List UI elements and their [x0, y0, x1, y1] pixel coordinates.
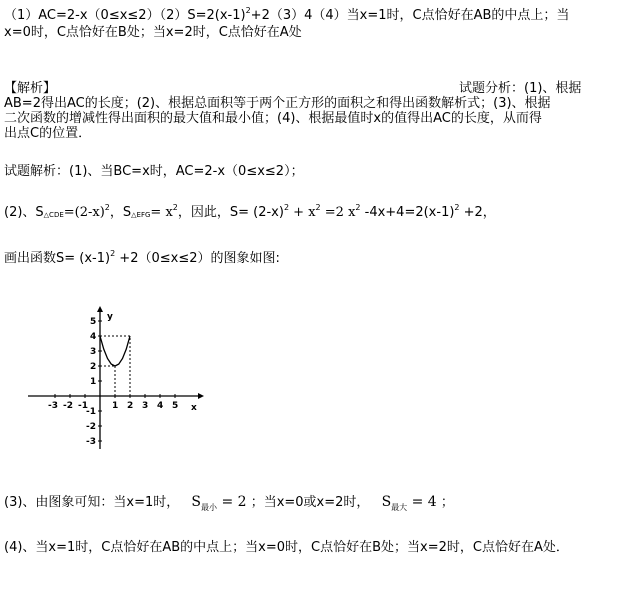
- y-tick-label: 4: [90, 332, 97, 342]
- answer-line-1: [4, 8, 569, 24]
- x-tick-label: 3: [142, 401, 149, 411]
- x-axis-arrow: [198, 393, 204, 399]
- solution-p1: 试题解析：(1)、当BC=x时，AC=2-x（0≤x≤2）；: [4, 164, 304, 179]
- p3-a: 画出函数S= (x-1): [4, 251, 111, 266]
- p2-eq1: =(2-x): [63, 205, 105, 220]
- x-tick-label: 2: [127, 401, 134, 411]
- graph-curve-group: [100, 336, 130, 366]
- solution-p4: [4, 494, 454, 516]
- function-graph: [28, 305, 208, 455]
- solution-p2: [4, 205, 496, 223]
- p2-text: ，因此，S= (2-x): [177, 205, 284, 220]
- y-axis-arrow: [97, 306, 103, 312]
- y-tick-label: 3: [90, 347, 97, 357]
- p2-sub1: △CDE: [43, 211, 64, 219]
- p4-c: ；: [440, 495, 454, 510]
- y-axis-label: y: [107, 312, 113, 322]
- y-tick-label: 5: [90, 317, 97, 327]
- x-tick-label: -2: [63, 401, 73, 411]
- analysis-heading: 【解析】: [4, 81, 57, 96]
- p4-b: ；当x=0或x=2时，: [250, 495, 370, 510]
- parabola-curve: [100, 336, 130, 366]
- solution-p5: (4)、当x=1时，C点恰好在AB的中点上；当x=0时，C点恰好在B处；当x=2时，C点恰好在A处．: [4, 540, 569, 555]
- y-tick-label: 1: [90, 377, 97, 387]
- s-min: [191, 494, 246, 510]
- x-axis-label: x: [191, 403, 197, 413]
- s-max-sub: 最大: [391, 502, 408, 512]
- p2-prefix: (2)、S: [4, 205, 44, 220]
- p2-sup5: 2: [355, 203, 361, 212]
- p2-sup2: 2: [172, 203, 178, 212]
- p3-b: +2（0≤x≤2）的图象如图:: [115, 251, 280, 266]
- sup-2: 2: [245, 6, 251, 15]
- y-tick-label: -3: [86, 437, 96, 447]
- s-min-val: = 2: [217, 494, 247, 510]
- y-tick-label: -2: [86, 422, 96, 432]
- p4-a: (3)、由图象可知：当x=1时，: [4, 495, 180, 510]
- x-tick-label: 5: [172, 401, 179, 411]
- p2-end: +2，: [459, 205, 496, 220]
- answer-text-a: （1）AC=2-x（0≤x≤2）（2）S=2(x-1): [4, 8, 246, 23]
- p2-mid: ，S: [109, 205, 132, 220]
- s-max-s: S: [381, 494, 392, 510]
- answer-text-b: +2（3）4（4）当x=1时，C点恰好在AB的中点上；当: [250, 8, 570, 23]
- answer-line-2: x=0时，C点恰好在B处；当x=2时，C点恰好在A处: [4, 25, 302, 40]
- p2-sup1: 2: [104, 203, 110, 212]
- p2-sup4: 2: [315, 203, 321, 212]
- p2-sup3: 2: [283, 203, 290, 212]
- analysis-line-2: AB=2得出AC的长度；(2)、根据总面积等于两个正方形的面积之和得出函数解析式；(3)、根据: [4, 96, 551, 111]
- p2-sub2: △EFG: [131, 211, 151, 219]
- y-tick-label: 2: [90, 362, 97, 372]
- s-min-sub: 最小: [201, 502, 218, 512]
- solution-p3: [4, 251, 280, 267]
- x-tick-label: 1: [112, 401, 119, 411]
- x-tick-label: -3: [48, 401, 58, 411]
- graph-axes: [28, 306, 204, 449]
- s-min-s: S: [191, 494, 202, 510]
- p2-eq3: =2 x: [320, 205, 356, 220]
- p2-plus: + x: [289, 205, 316, 220]
- analysis-line-3: 二次函数的增减性得出面积的最大值和最小值；(4)、根据最值时x的值得出AC的长度，从而得: [4, 111, 542, 126]
- s-max-val: = 4: [407, 494, 437, 510]
- p3-sup: 2: [110, 249, 116, 258]
- p2-sup6: 2: [454, 203, 460, 212]
- x-tick-label: 4: [157, 401, 164, 411]
- p2-eq2: = x: [150, 205, 173, 220]
- analysis-intro: 试题分析：(1)、根据: [459, 81, 582, 96]
- analysis-line-4: 出点C的位置．: [4, 126, 92, 141]
- s-max: [382, 494, 437, 510]
- y-tick-label: -1: [86, 407, 96, 417]
- x-tick-label: -1: [78, 401, 88, 411]
- p2-tail: -4x+4=2(x-1): [360, 205, 455, 220]
